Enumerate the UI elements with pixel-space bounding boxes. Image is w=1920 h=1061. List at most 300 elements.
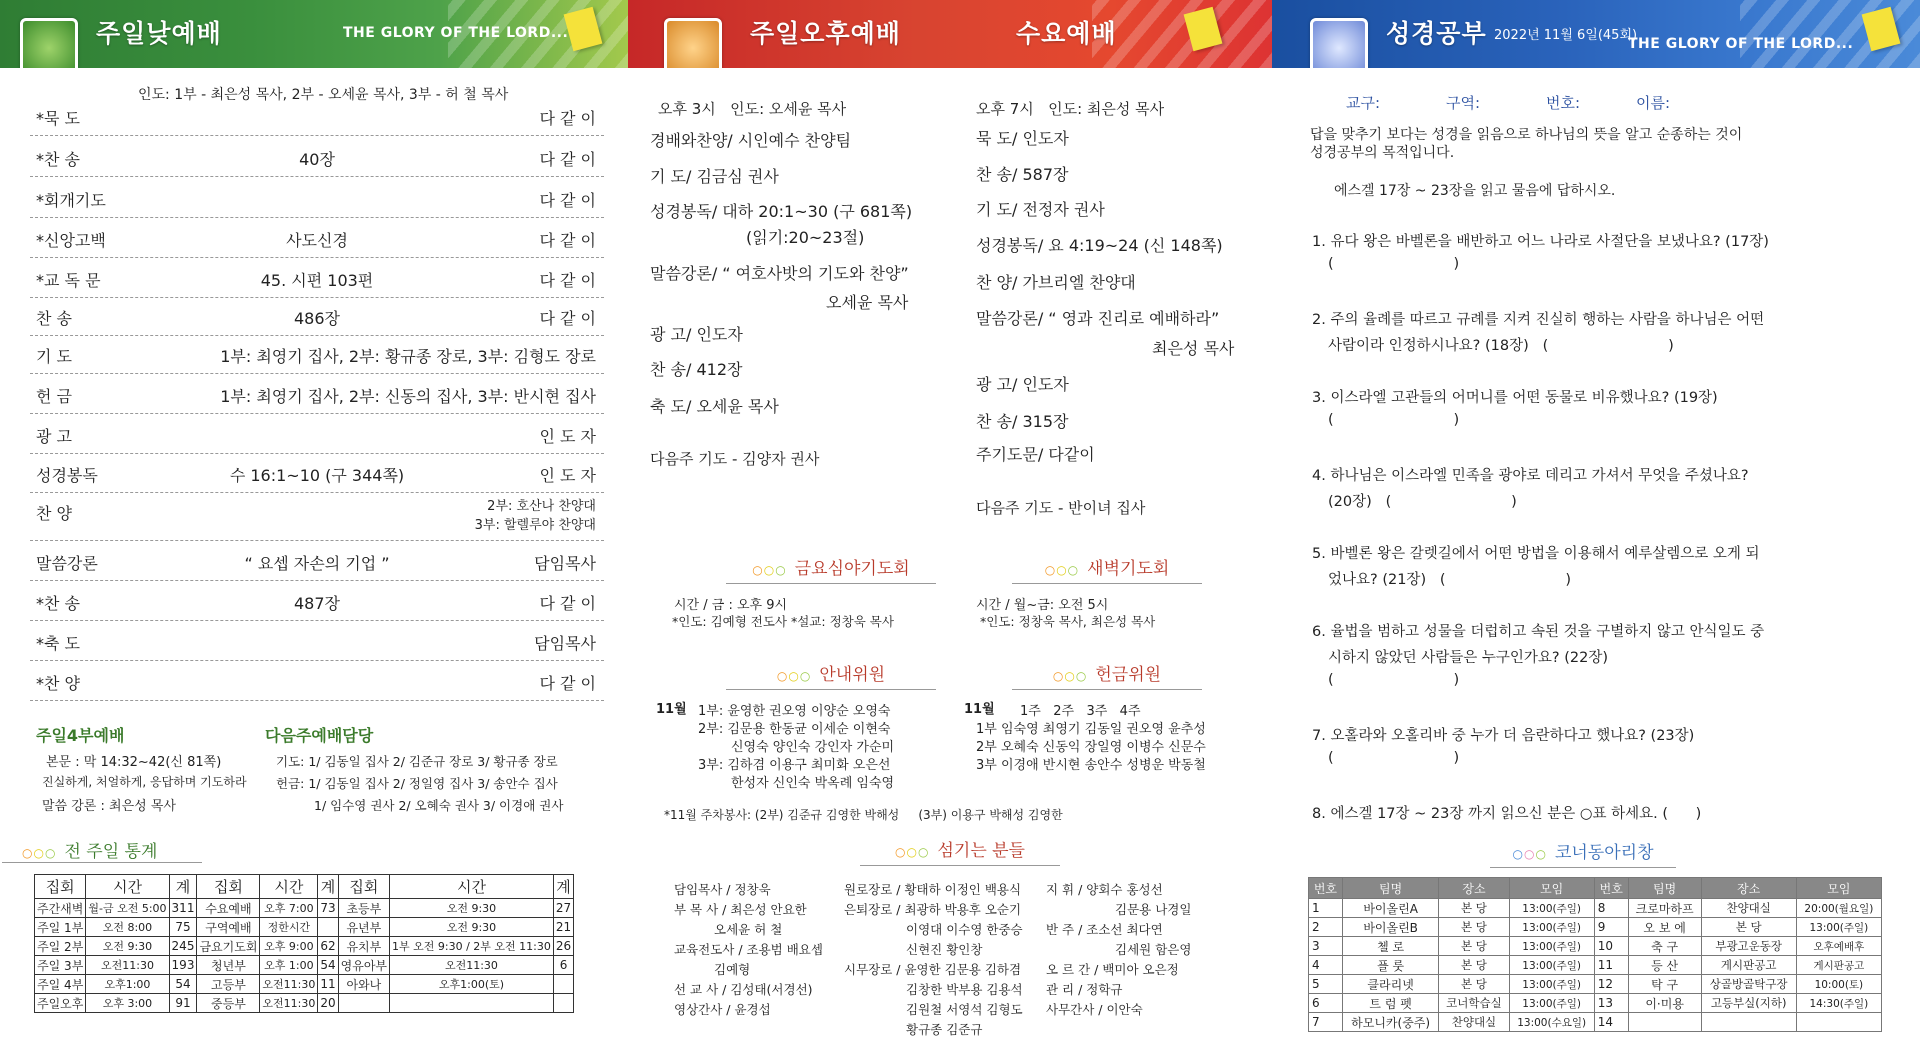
table-cell: 12	[1594, 975, 1628, 994]
offering-row: 2부 오혜숙 신동익 장일영 이병수 신문수	[976, 740, 1206, 755]
stats-title: 전 주일 통계	[64, 842, 158, 862]
next-week-duty-line: 1/ 임수영 권사 2/ 오혜숙 권사 3/ 이경애 권사	[314, 798, 564, 813]
order-item-name: *찬 송	[36, 594, 80, 613]
table-cell: 오후 7:00	[260, 899, 318, 918]
table-cell: 크로마하프	[1628, 899, 1701, 918]
three-dots-icon: ○○○	[752, 563, 787, 577]
fourth-service-line: 본문 : 막 14:32~42(신 81쪽)	[46, 755, 222, 770]
order-item-leader: 다 같 이	[539, 150, 596, 169]
friday-prayer-time: 시간 / 금 : 오후 9시	[674, 598, 788, 613]
order-item-content: 487장	[294, 594, 340, 613]
table-header: 집회	[35, 875, 86, 899]
table-cell: 오전 9:30	[390, 918, 554, 937]
bible-study-column	[1272, 0, 1920, 1061]
table-cell: 13:00(수요일)	[1509, 1013, 1594, 1032]
order-item-name: *찬 송	[36, 150, 80, 169]
order-row	[30, 374, 604, 414]
table-cell: 14:30(주일)	[1796, 994, 1881, 1013]
afternoon-item: 광 고/ 인도자	[650, 325, 743, 344]
sunday-morning-column	[0, 0, 628, 1061]
table-header: 번호	[1309, 878, 1343, 899]
table-cell: 아와나	[338, 975, 389, 994]
staff-line: 김창한 박부용 김용석	[906, 982, 1023, 997]
offering-row: 1부 임숙영 최영기 김동일 권오영 윤추성	[976, 722, 1206, 737]
stats-section-heading	[22, 837, 157, 862]
question-line: 4. 하나님은 이스라엘 민족을 광야로 데리고 가셔서 무엇을 주셨나요?	[1312, 468, 1749, 484]
glory-tagline: THE GLORY OF THE LORD...	[1628, 36, 1854, 52]
table-cell: 바이올린B	[1342, 918, 1438, 937]
choir-line: 2부: 호산나 찬양대	[487, 499, 596, 514]
order-item-name: 찬 양	[36, 504, 72, 523]
table-cell: 6	[1309, 994, 1343, 1013]
bible-study-date: 2022년 11월 6일(45회)	[1494, 28, 1638, 43]
flower-photo-icon	[1310, 18, 1368, 68]
table-cell: 13:00(주일)	[1509, 918, 1594, 937]
wednesday-item: 찬 양/ 가브리엘 찬양대	[976, 273, 1136, 292]
table-header: 모임	[1796, 878, 1881, 899]
order-item-content: 사도신경	[286, 231, 348, 250]
table-cell: 게시판공고	[1701, 956, 1796, 975]
wednesday-item: 말씀강론/ “ 영과 진리로 예배하라”	[976, 309, 1220, 328]
table-cell: 13:00(주일)	[1509, 956, 1594, 975]
wednesday-item: 성경봉독/ 요 4:19~24 (신 148쪽)	[976, 236, 1223, 255]
table-row	[1309, 956, 1882, 975]
table-cell: 게시판공고	[1796, 956, 1881, 975]
table-cell: 등 산	[1628, 956, 1701, 975]
student-field-label: 구역:	[1446, 94, 1481, 112]
staff-line: 부 목 사 / 최은성 안요한	[674, 902, 807, 917]
table-cell: 11	[318, 975, 338, 994]
offering-title: 헌금위원	[1095, 665, 1162, 685]
table-cell: 오 보 에	[1628, 918, 1701, 937]
staff-line: 신현진 황인창	[906, 942, 983, 957]
afternoon-item: 경배와찬양/ 시인예수 찬양팀	[650, 131, 852, 150]
table-header: 팀명	[1342, 878, 1438, 899]
table-cell: 클라리넷	[1342, 975, 1438, 994]
afternoon-item: 축 도/ 오세윤 목사	[650, 397, 779, 416]
table-row	[35, 918, 574, 937]
table-row	[1309, 1013, 1882, 1032]
stats-underline	[2, 862, 202, 863]
staff-line: 시무장로 / 윤영한 김문용 김하겸	[844, 962, 1022, 977]
table-header: 시간	[260, 875, 318, 899]
dawn-prayer-title: 새벽기도회	[1087, 559, 1170, 579]
table-cell: 20:00(월요일)	[1796, 899, 1881, 918]
staff-line: 교육전도사 / 조용범 배요셉	[674, 942, 823, 957]
fourth-service-line: 진실하게, 처얼하게, 응답하며 기도하라	[42, 775, 247, 789]
answer-line: ( )	[1328, 256, 1460, 272]
table-header: 모임	[1509, 878, 1594, 899]
order-row	[30, 296, 604, 336]
club-table	[1308, 877, 1882, 1032]
question-line: 7. 오홀라와 오홀리바 중 누가 더 음란하다고 했나요? (23장)	[1312, 728, 1695, 744]
table-cell: 유치부	[338, 937, 389, 956]
table-cell: 주일 4부	[35, 975, 86, 994]
afternoon-item: 찬 송/ 412장	[650, 360, 743, 379]
food-photo-icon	[664, 18, 722, 68]
order-item-leader: 담임목사	[534, 634, 596, 653]
order-item-content: 1부: 최영기 집사, 2부: 신동의 집사, 3부: 반시현 집사	[220, 387, 596, 406]
answer-line: ( )	[1328, 672, 1460, 688]
order-row	[30, 491, 604, 541]
table-cell: 중등부	[197, 994, 260, 1013]
table-header: 시간	[86, 875, 169, 899]
table-header: 계	[318, 875, 338, 899]
table-cell: 월-금 오전 5:00	[86, 899, 169, 918]
order-row	[30, 334, 604, 374]
staff-line: 김문용 나경일	[1115, 902, 1192, 917]
staff-line: 사무간사 / 이안숙	[1046, 1002, 1143, 1017]
afternoon-item: 기 도/ 김금심 권사	[650, 167, 779, 186]
usher-row: 1부: 윤영한 권오영 이양순 오영숙	[698, 704, 891, 719]
staff-line: 반 주 / 조소선 최다연	[1046, 922, 1163, 937]
table-cell: 유년부	[338, 918, 389, 937]
table-cell: 62	[318, 937, 338, 956]
afternoon-item: 말씀강론/ “ 여호사밧의 기도와 찬양”	[650, 264, 909, 283]
friday-prayer-leaders: *인도: 김예형 전도사 *설교: 정창욱 목사	[672, 614, 894, 629]
table-cell: 상골방골탁구장	[1701, 975, 1796, 994]
wednesday-title: 수요예배	[1016, 19, 1117, 48]
table-cell: 부광고운동장	[1701, 937, 1796, 956]
order-item-name: *찬 양	[36, 674, 80, 693]
question-line: 1. 유다 왕은 바벨론을 배반하고 어느 나라로 사절단을 보냈나요? (17장)	[1312, 234, 1769, 250]
table-cell: 오전11:30	[390, 956, 554, 975]
club-title: 코너동아리창	[1554, 843, 1654, 863]
table-header: 번호	[1594, 878, 1628, 899]
table-cell: 13:00(주일)	[1509, 975, 1594, 994]
table-cell: 코너학습실	[1439, 994, 1509, 1013]
table-row	[35, 956, 574, 975]
staff-heading	[860, 836, 1060, 866]
fourth-service-line: 말씀 강론 : 최은성 목사	[42, 799, 176, 814]
afternoon-item: 오세윤 목사	[826, 293, 909, 312]
wednesday-item: 주기도문/ 다같이	[976, 445, 1095, 464]
order-item-leader: 다 같 이	[539, 191, 596, 210]
order-row	[30, 581, 604, 621]
order-row	[30, 541, 604, 581]
order-item-leader: 인 도 자	[539, 466, 596, 485]
ushers-heading	[726, 660, 936, 690]
order-item-content: 수 16:1~10 (구 344쪽)	[229, 466, 405, 485]
order-item-name: 광 고	[36, 427, 72, 446]
order-row	[30, 621, 604, 661]
table-cell: 오후 1:00	[260, 956, 318, 975]
staff-title: 섬기는 분들	[937, 841, 1025, 861]
afternoon-time: 오후 3시 인도: 오세윤 목사	[658, 100, 847, 118]
order-row	[30, 258, 604, 298]
table-cell: 54	[169, 975, 197, 994]
friday-prayer-heading	[726, 554, 936, 584]
three-dots-icon: ○○○	[776, 669, 812, 683]
table-cell: 오전11:30	[86, 956, 169, 975]
staff-line: 오세윤 허 철	[714, 922, 783, 937]
order-item-name: 기 도	[36, 347, 72, 366]
order-row	[30, 453, 604, 493]
offering-month: 11월	[964, 702, 995, 717]
choir-line: 3부: 할렐루야 찬양대	[474, 518, 596, 533]
afternoon-title: 주일오후예배	[750, 19, 901, 48]
afternoon-header	[628, 0, 1272, 68]
student-field-label: 교구:	[1346, 94, 1381, 112]
order-item-leader: 인 도 자	[539, 427, 596, 446]
next-week-duty-title: 다음주예배담당	[265, 726, 374, 745]
table-cell: 본 당	[1439, 937, 1509, 956]
answer-line: ( )	[1328, 750, 1460, 766]
table-cell: 4	[1309, 956, 1343, 975]
table-cell: 8	[1594, 899, 1628, 918]
table-cell: 193	[169, 956, 197, 975]
ushers-month: 11월	[656, 702, 687, 717]
table-header: 시간	[390, 875, 554, 899]
table-cell	[338, 994, 389, 1013]
wednesday-item: 찬 송/ 315장	[976, 412, 1069, 431]
table-header: 계	[553, 875, 573, 899]
answer-line: 시하지 않았던 사람들은 누구인가요? (22장)	[1328, 650, 1609, 666]
order-item-name: *축 도	[36, 634, 80, 653]
offering-heading	[1012, 660, 1202, 690]
table-row	[35, 975, 574, 994]
question-line: 3. 이스라엘 고관들의 어머니를 어떤 동물로 비유했나요? (19장)	[1312, 390, 1718, 406]
table-cell: 이·미용	[1628, 994, 1701, 1013]
table-cell: 본 당	[1439, 918, 1509, 937]
table-header: 집회	[338, 875, 389, 899]
table-cell	[553, 975, 573, 994]
order-item-name: 헌 금	[36, 387, 72, 406]
order-item-leader: 다 같 이	[539, 109, 596, 128]
table-cell: 플 룻	[1342, 956, 1438, 975]
table-cell	[1796, 1013, 1881, 1032]
answer-line: (20장) ( )	[1328, 494, 1517, 510]
table-cell: 오후예배후	[1796, 937, 1881, 956]
order-item-name: *신앙고백	[36, 231, 106, 250]
staff-line: 김예형	[714, 962, 751, 977]
table-header: 장소	[1701, 878, 1796, 899]
wednesday-item: 최은성 목사	[1152, 339, 1235, 358]
usher-row: 3부: 김하겸 이용구 최미화 오은선	[698, 758, 891, 773]
table-row	[35, 937, 574, 956]
table-cell: 1부 오전 9:30 / 2부 오전 11:30	[390, 937, 554, 956]
table-cell: 26	[553, 937, 573, 956]
table-cell: 오후1:00(토)	[390, 975, 554, 994]
table-cell: 주일 3부	[35, 956, 86, 975]
table-cell: 금요기도회	[197, 937, 260, 956]
student-field-label: 이름:	[1636, 94, 1671, 112]
table-cell: 오전 9:30	[390, 899, 554, 918]
weekly-attendance-table	[34, 874, 574, 1013]
staff-line: 담임목사 / 정창욱	[674, 882, 771, 897]
staff-line: 선 교 사 / 김성태(서경선)	[674, 982, 813, 997]
staff-line: 이영대 이수영 한중승	[906, 922, 1023, 937]
table-cell: 영유아부	[338, 956, 389, 975]
order-row	[30, 661, 604, 701]
afternoon-wednesday-column	[628, 0, 1272, 1061]
order-item-name: *묵 도	[36, 109, 80, 128]
staff-line: 지 휘 / 양회수 홍성선	[1046, 882, 1163, 897]
table-cell: 2	[1309, 918, 1343, 937]
table-cell: 초등부	[338, 899, 389, 918]
order-item-name: *교 독 문	[36, 271, 101, 290]
afternoon-next-prayer: 다음주 기도 - 김양자 권사	[650, 450, 820, 468]
table-cell: 5	[1309, 975, 1343, 994]
table-cell: 14	[1594, 1013, 1628, 1032]
table-cell: 구역예배	[197, 918, 260, 937]
next-week-duty-line: 헌금: 1/ 김동일 집사 2/ 정일영 집사 3/ 송안수 집사	[276, 776, 558, 791]
table-cell: 찬양대실	[1701, 899, 1796, 918]
staff-line: 황규종 김준규	[906, 1022, 983, 1037]
table-header: 집회	[197, 875, 260, 899]
wednesday-item: 묵 도/ 인도자	[976, 129, 1069, 148]
table-cell: 91	[169, 994, 197, 1013]
table-cell	[318, 918, 338, 937]
usher-row: 신영숙 양인숙 강인자 가순미	[731, 740, 895, 755]
order-row	[30, 218, 604, 258]
dawn-prayer-leaders: *인도: 정창욱 목사, 최은성 목사	[980, 614, 1156, 629]
order-item-leader: 담임목사	[534, 554, 596, 573]
table-row	[35, 899, 574, 918]
table-cell: 축 구	[1628, 937, 1701, 956]
table-cell: 13:00(주일)	[1509, 994, 1594, 1013]
table-cell: 오후 3:00	[86, 994, 169, 1013]
usher-row: 2부: 김문용 한동균 이세순 이현숙	[698, 722, 891, 737]
staff-line: 김세원 함은영	[1115, 942, 1192, 957]
answer-line: 었나요? (21장) ( )	[1328, 572, 1572, 588]
header-stripe-decoration	[1092, 0, 1272, 68]
table-cell: 27	[553, 899, 573, 918]
table-cell: 찬양대실	[1439, 1013, 1509, 1032]
table-cell: 오전 9:30	[86, 937, 169, 956]
table-cell: 트 럼 펫	[1342, 994, 1438, 1013]
glory-tagline: THE GLORY OF THE LORD...	[343, 25, 569, 41]
table-cell: 73	[318, 899, 338, 918]
order-item-content: “ 요셉 자손의 기업 ”	[244, 554, 390, 573]
staff-line: 김원철 서영석 김형도	[906, 1002, 1023, 1017]
table-cell	[1628, 1013, 1701, 1032]
dawn-prayer-heading	[1012, 554, 1202, 584]
table-cell: 10:00(토)	[1796, 975, 1881, 994]
table-cell: 고등부	[197, 975, 260, 994]
table-cell: 3	[1309, 937, 1343, 956]
table-header: 계	[169, 875, 197, 899]
table-row	[1309, 937, 1882, 956]
table-cell: 오전 8:00	[86, 918, 169, 937]
sunday-morning-title: 주일낮예배	[96, 19, 222, 48]
table-row	[1309, 918, 1882, 937]
table-cell: 정한시간	[260, 918, 318, 937]
table-cell: 주간새벽	[35, 899, 86, 918]
intro-line: 성경공부의 목적입니다.	[1310, 145, 1455, 161]
table-cell: 오전11:30	[260, 994, 318, 1013]
three-dots-icon: ○○○	[1052, 669, 1088, 683]
table-cell: 첼 로	[1342, 937, 1438, 956]
table-cell: 11	[1594, 956, 1628, 975]
table-cell: 본 당	[1439, 975, 1509, 994]
table-cell: 본 당	[1701, 918, 1796, 937]
three-dots-icon: ○○○	[1512, 847, 1547, 861]
club-heading	[1490, 838, 1676, 868]
dawn-prayer-time: 시간 / 월~금: 오전 5시	[976, 598, 1109, 613]
usher-row: 한성자 신인숙 박옥례 임숙영	[731, 776, 895, 791]
staff-line: 은퇴장로 / 최광하 박용후 오순기	[844, 902, 1022, 917]
three-dots-icon: ○○○	[22, 846, 57, 860]
order-item-leader: 다 같 이	[539, 271, 596, 290]
fourth-service-title: 주일4부예배	[36, 726, 125, 745]
order-row	[30, 414, 604, 454]
table-cell	[390, 994, 554, 1013]
table-cell: 13:00(주일)	[1509, 937, 1594, 956]
table-cell: 13	[1594, 994, 1628, 1013]
table-cell: 6	[553, 956, 573, 975]
table-cell: 1	[1309, 899, 1343, 918]
table-cell: 오전11:30	[260, 975, 318, 994]
wednesday-item: 기 도/ 전정자 권사	[976, 200, 1105, 219]
ushers-title: 안내위원	[819, 665, 886, 685]
order-item-name: 성경봉독	[36, 466, 98, 485]
table-cell: 바이올린A	[1342, 899, 1438, 918]
table-cell: 하모니카(중주)	[1342, 1013, 1438, 1032]
staff-line: 영상간사 / 윤경섭	[674, 1002, 771, 1017]
table-row	[1309, 975, 1882, 994]
order-row	[30, 137, 604, 177]
table-cell: 본 당	[1439, 899, 1509, 918]
order-item-leader: 다 같 이	[539, 231, 596, 250]
staff-line: 원로장로 / 황태하 이정인 백용식	[844, 882, 1022, 897]
order-item-leader: 다 같 이	[539, 594, 596, 613]
friday-prayer-title: 금요심야기도회	[794, 559, 910, 579]
table-cell: 7	[1309, 1013, 1343, 1032]
table-row	[1309, 899, 1882, 918]
table-cell: 본 당	[1439, 956, 1509, 975]
parking-volunteers: *11월 주차봉사: (2부) 김준규 김영한 박해성 (3부) 이용구 박해성 김영한	[664, 808, 1063, 822]
wednesday-item: 광 고/ 인도자	[976, 375, 1069, 394]
order-item-name: *회개기도	[36, 191, 106, 210]
order-item-leader: 다 같 이	[539, 674, 596, 693]
question-line: 8. 에스겔 17장 ~ 23장 까지 읽으신 분은 ○표 하세요. ( )	[1312, 806, 1702, 822]
table-header: 팀명	[1628, 878, 1701, 899]
afternoon-item: 성경봉독/ 대하 20:1~30 (구 681쪽)	[650, 202, 913, 221]
table-cell: 탁 구	[1628, 975, 1701, 994]
question-line: 6. 율법을 범하고 성물을 더럽히고 속된 것을 구별하지 않고 안식일도 중	[1312, 624, 1765, 640]
order-item-leader: 다 같 이	[539, 309, 596, 328]
three-dots-icon: ○○○	[1044, 563, 1080, 577]
sunday-morning-header	[0, 0, 628, 68]
order-item-content: 1부: 최영기 집사, 2부: 황규종 장로, 3부: 김형도 장로	[220, 347, 596, 366]
wednesday-next-prayer: 다음주 기도 - 반이녀 집사	[976, 499, 1146, 517]
order-row	[30, 96, 604, 136]
table-cell: 20	[318, 994, 338, 1013]
order-item-name: 말씀강론	[36, 554, 98, 573]
order-item-content: 486장	[294, 309, 340, 328]
table-row	[1309, 994, 1882, 1013]
table-cell: 75	[169, 918, 197, 937]
table-cell: 13:00(주일)	[1796, 918, 1881, 937]
order-item-content: 45. 시편 103편	[260, 271, 374, 290]
staff-line: 관 리 / 정학규	[1046, 982, 1123, 997]
table-cell: 고등부실(지하)	[1701, 994, 1796, 1013]
next-week-duty-line: 기도: 1/ 김동일 집사 2/ 김준규 장로 3/ 황규종 장로	[276, 754, 558, 769]
question-line: 2. 주의 율례를 따르고 규례를 지켜 진실히 행하는 사람을 하나님은 어떤	[1312, 312, 1765, 328]
intro-line: 답을 맞추기 보다는 성경을 읽음으로 하나님의 뜻을 알고 순종하는 것이	[1310, 127, 1743, 143]
table-cell: 9	[1594, 918, 1628, 937]
table-cell: 13:00(주일)	[1509, 899, 1594, 918]
table-cell: 54	[318, 956, 338, 975]
table-cell: 주일오후	[35, 994, 86, 1013]
question-line: 5. 바벨론 왕은 갈렛길에서 어떤 방법을 이용해서 예루살렘으로 오게 되	[1312, 546, 1760, 562]
three-dots-icon: ○○○	[895, 845, 930, 859]
order-item-name: 찬 송	[36, 309, 72, 328]
table-header: 장소	[1439, 878, 1509, 899]
table-cell: 245	[169, 937, 197, 956]
leaf-photo-icon	[20, 18, 78, 68]
